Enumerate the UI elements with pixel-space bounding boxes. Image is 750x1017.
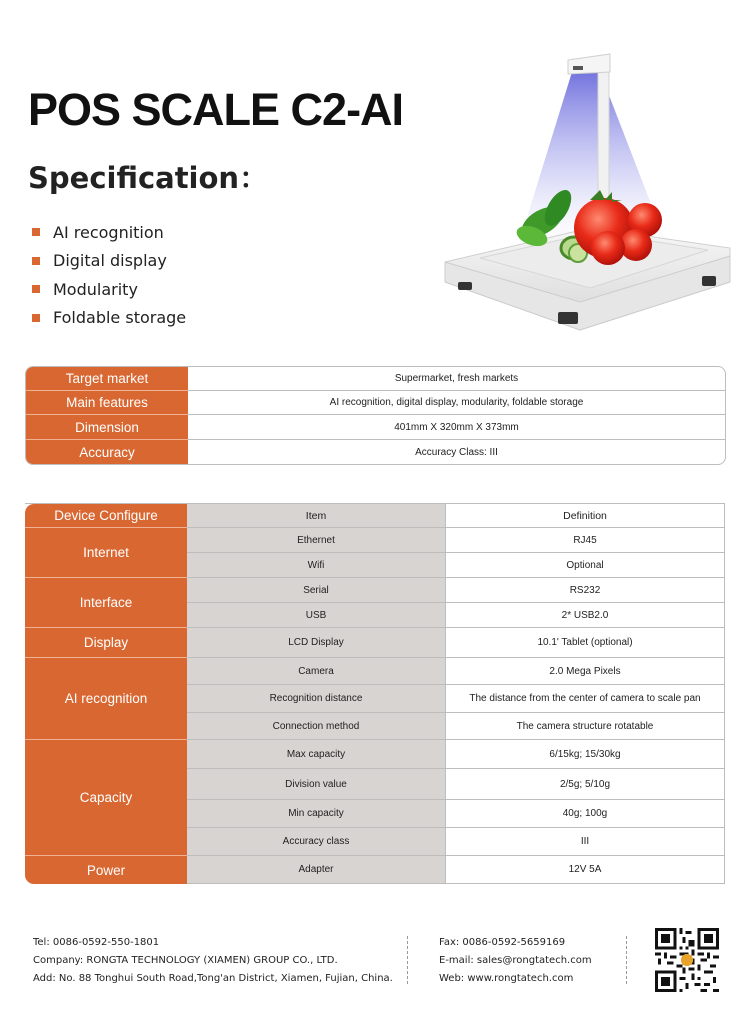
feature-item	[32, 304, 186, 333]
table-row	[26, 391, 725, 415]
bullet-icon	[32, 257, 40, 265]
item-cell: Recognition distance	[187, 685, 446, 713]
row-label: Main features	[26, 391, 188, 415]
feature-label: Foldable storage	[53, 308, 187, 328]
group-label: Internet	[25, 528, 187, 578]
definition-cell: 6/15kg; 15/30kg	[446, 740, 724, 769]
row-label: Target market	[26, 367, 188, 391]
contact-right	[439, 934, 592, 988]
header-item: Item	[187, 504, 446, 528]
definition-cell: Optional	[446, 553, 724, 578]
overview-table	[25, 366, 726, 465]
feature-item	[32, 275, 186, 304]
item-cell: USB	[187, 603, 446, 628]
table-row	[25, 528, 724, 553]
qr-code-icon	[655, 928, 719, 992]
table-header-row	[25, 504, 724, 528]
item-cell: Ethernet	[187, 528, 446, 553]
definition-cell: RS232	[446, 578, 724, 603]
definition-cell: 2/5g; 5/10g	[446, 769, 724, 800]
feature-label: Digital display	[53, 251, 167, 271]
row-value: Accuracy Class: III	[415, 446, 498, 458]
feature-item	[32, 247, 186, 276]
feature-list	[32, 218, 186, 332]
definition-cell: 40g; 100g	[446, 800, 724, 828]
row-value: Supermarket, fresh markets	[188, 367, 725, 391]
group-label: Display	[25, 628, 187, 658]
bullet-icon	[32, 285, 40, 293]
definition-cell: The distance from the center of camera to scale pan	[446, 685, 724, 713]
item-cell: Accuracy class	[187, 828, 446, 856]
device-configure-table	[25, 503, 725, 884]
item-cell: Camera	[187, 658, 446, 685]
definition-cell: The camera structure rotatable	[446, 713, 724, 740]
table-row	[25, 856, 724, 884]
header-device-configure: Device Configure	[25, 504, 187, 528]
table-row	[25, 628, 724, 658]
feature-item	[32, 218, 186, 247]
group-label: Interface	[25, 578, 187, 628]
item-cell: Connection method	[187, 713, 446, 740]
divider	[626, 936, 627, 984]
address-text: Add: No. 88 Tonghui South Road,Tong'an District, Xiamen, Fujian, China.	[33, 973, 393, 984]
group-label: AI recognition	[25, 658, 187, 740]
feature-label: AI recognition	[53, 222, 164, 242]
definition-cell: 12V 5A	[446, 856, 724, 884]
row-value: 401mm X 320mm X 373mm	[188, 415, 725, 440]
item-cell: Division value	[187, 769, 446, 800]
feature-label: Modularity	[53, 279, 138, 299]
item-cell: Max capacity	[187, 740, 446, 769]
email-text: E-mail: sales@rongtatech.com	[439, 955, 592, 966]
table-row	[25, 740, 724, 769]
page-title: POS SCALE C2-AI	[28, 84, 404, 135]
item-cell: Adapter	[187, 856, 446, 884]
group-label: Power	[25, 856, 187, 884]
item-cell: Serial	[187, 578, 446, 603]
company-text: Company: RONGTA TECHNOLOGY (XIAMEN) GROUP CO., LTD.	[33, 955, 338, 966]
definition-cell: 2.0 Mega Pixels	[446, 658, 724, 685]
specification-heading: Specification：	[28, 161, 269, 195]
item-cell: Min capacity	[187, 800, 446, 828]
item-cell: Wifi	[187, 553, 446, 578]
bullet-icon	[32, 228, 40, 236]
divider	[407, 936, 408, 984]
group-label: Capacity	[25, 740, 187, 856]
row-value: AI recognition, digital display, modularity, foldable storage	[188, 391, 725, 415]
table-row	[26, 415, 725, 440]
definition-cell: III	[446, 828, 724, 856]
contact-left	[33, 934, 393, 988]
table-row	[25, 578, 724, 603]
product-image	[440, 50, 740, 335]
table-row	[26, 367, 725, 391]
row-label: Accuracy	[26, 440, 188, 464]
definition-cell: 2* USB2.0	[446, 603, 724, 628]
row-label: Dimension	[26, 415, 188, 440]
bullet-icon	[32, 314, 40, 322]
table-row	[25, 658, 724, 685]
definition-cell: 10.1' Tablet (optional)	[446, 628, 724, 658]
definition-cell: RJ45	[446, 528, 724, 553]
item-cell: LCD Display	[187, 628, 446, 658]
fax-text: Fax: 0086-0592-5659169	[439, 937, 566, 948]
web-text: Web: www.rongtatech.com	[439, 973, 574, 984]
header-definition: Definition	[446, 504, 724, 528]
tel-text: Tel: 0086-0592-550-1801	[33, 937, 160, 948]
table-row	[26, 440, 725, 464]
